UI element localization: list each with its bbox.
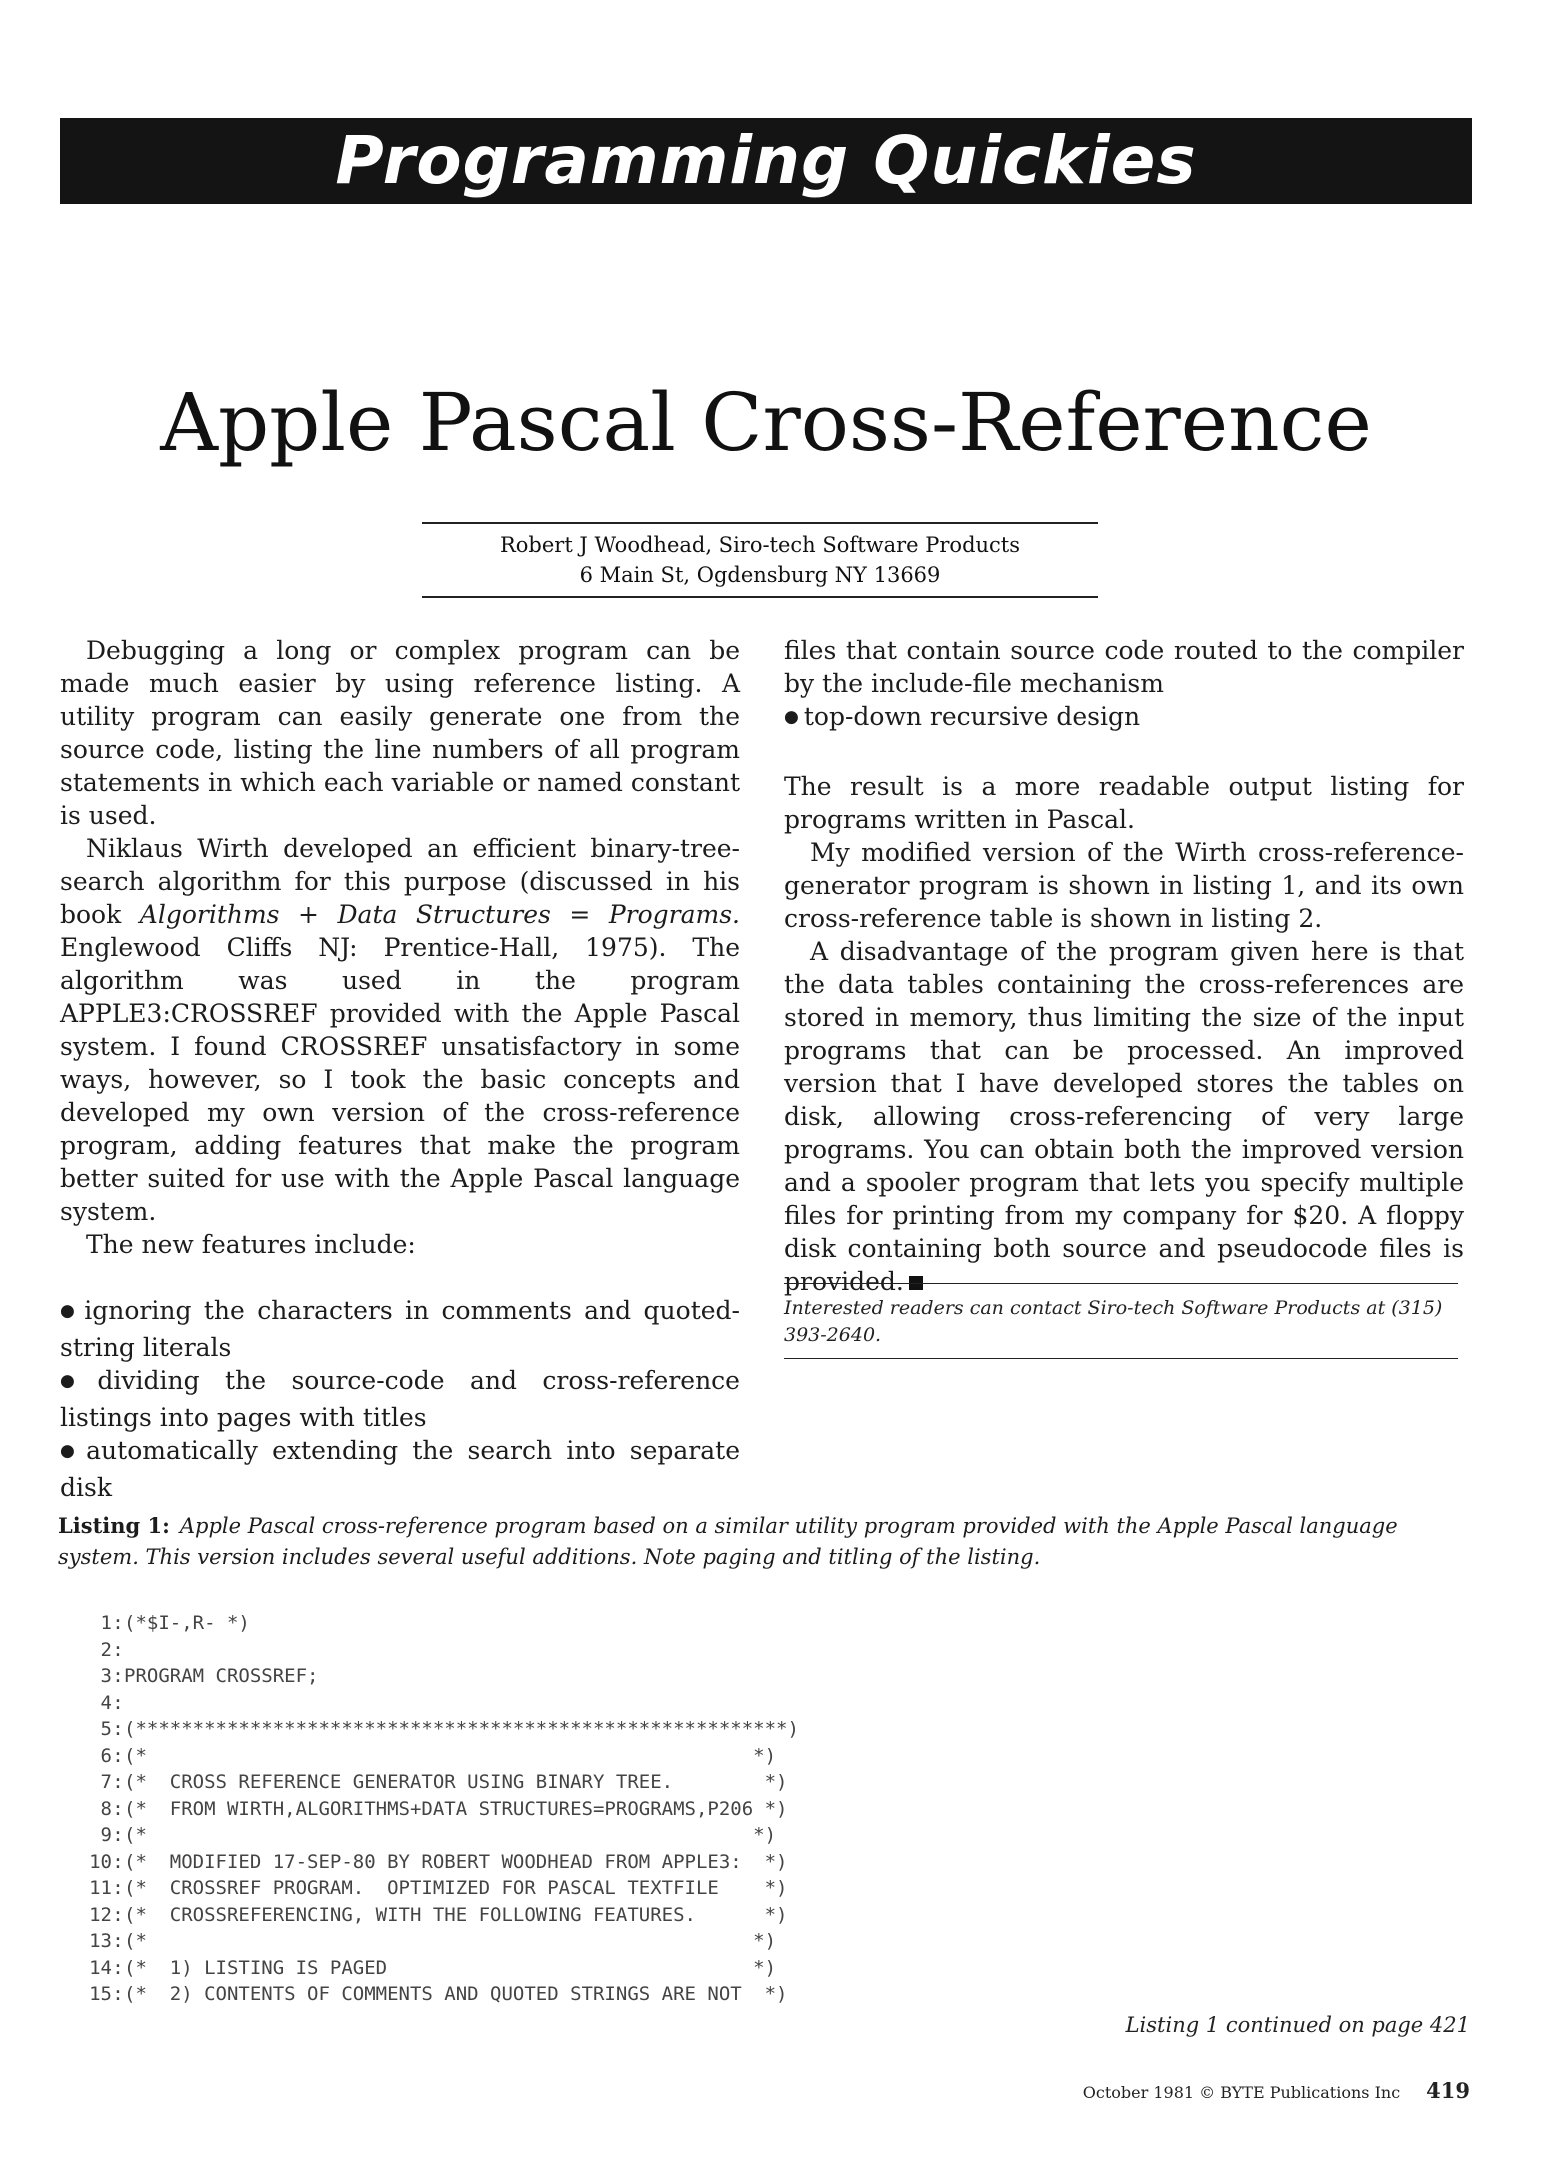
note-top-rule	[784, 1283, 1458, 1284]
code-line	[66, 1928, 926, 1955]
byline	[422, 530, 1098, 590]
code-line	[66, 1849, 926, 1876]
line-separator: :	[112, 1956, 124, 1979]
code-text: (* *)	[124, 1744, 777, 1767]
line-number: 4	[100, 1691, 112, 1714]
page-footer	[1083, 2078, 1470, 2103]
author-line: Robert J Woodhead, Siro-tech Software Products	[499, 533, 1021, 557]
line-number: 1	[100, 1612, 112, 1634]
right-column	[784, 634, 1464, 1298]
line-number: 3	[100, 1665, 112, 1687]
paragraph	[60, 832, 740, 1228]
code-line	[66, 1981, 926, 2008]
line-number: 7	[100, 1771, 112, 1793]
line-separator: :	[112, 1771, 124, 1793]
article-title: Apple Pascal Cross-Reference	[160, 376, 1372, 469]
listing-caption	[58, 1510, 1474, 1573]
code-line	[66, 1637, 926, 1664]
code-text: (* MODIFIED 17-SEP-80 BY ROBERT WOODHEAD FROM APPLE3: *)	[124, 1850, 788, 1873]
page-number: 419	[1426, 2078, 1470, 2103]
code-text: (* *)	[124, 1824, 777, 1846]
address-line: 6 Main St, Ogdensburg NY 13669	[579, 563, 941, 587]
line-separator: :	[112, 1612, 124, 1634]
code-line	[66, 1690, 926, 1717]
left-column	[60, 634, 740, 1504]
line-separator: :	[112, 1665, 124, 1687]
continued-note: Listing 1 continued on page 421	[1125, 2013, 1470, 2037]
code-text: (*********************************************************)	[124, 1718, 799, 1740]
line-separator: :	[112, 1983, 124, 2005]
line-number: 6	[100, 1744, 112, 1767]
line-separator: :	[112, 1824, 124, 1846]
code-line	[66, 1822, 926, 1849]
footer-text: October 1981 © BYTE Publications Inc	[1082, 2083, 1401, 2102]
paragraph-text: A disadvantage of the program given here is that the data tables containing the cross-references are stored in memory, thus limiting the size of the input programs that can be processed. An improved version that I have developed stores the tables on disk, allowing cross-referencing of very large programs. You can obtain both the improved version and a spooler program that lets you specify multiple files for printing from my company for $20. A floppy disk containing both source and pseudocode files is provided.	[784, 937, 1464, 1296]
book-title: Algorithms + Data Structures = Programs.	[139, 900, 740, 929]
line-separator: :	[112, 1877, 124, 1899]
line-number: 11	[89, 1877, 112, 1899]
code-text: (*$I-,R- *)	[124, 1612, 250, 1634]
code-line	[66, 1955, 926, 1982]
code-text: (* 1) LISTING IS PAGED *)	[124, 1956, 777, 1979]
code-listing	[66, 1610, 926, 2008]
line-separator: :	[112, 1638, 124, 1661]
code-text: (* FROM WIRTH,ALGORITHMS+DATA STRUCTURES=PROGRAMS,P206 *)	[124, 1797, 788, 1820]
feature-bullet: ● dividing the source-code and cross-reference listings into pages with titles	[60, 1364, 740, 1434]
line-separator: :	[112, 1691, 124, 1714]
paragraph: The new features include:	[86, 1230, 416, 1259]
line-number: 14	[89, 1956, 112, 1979]
code-line	[66, 1769, 926, 1796]
paragraph	[784, 935, 1464, 1298]
byline-top-rule	[422, 522, 1098, 524]
contact-note: Interested readers can contact Siro-tech Software Products at (315) 393-2640.	[784, 1297, 1443, 1346]
line-separator: :	[112, 1930, 124, 1952]
code-text: PROGRAM CROSSREF;	[124, 1665, 319, 1687]
line-separator: :	[112, 1744, 124, 1767]
line-number: 10	[89, 1850, 112, 1873]
line-separator: :	[112, 1718, 124, 1740]
paragraph: Debugging a long or complex program can be made much easier by using reference listing. A utility program can easily generate one from the source code, listing the line numbers of all program statements in which each variable or named constant is used.	[60, 636, 740, 830]
code-line	[66, 1716, 926, 1743]
line-number: 12	[89, 1903, 112, 1926]
section-banner: Programming Quickies	[60, 118, 1472, 204]
code-line	[66, 1610, 926, 1637]
code-text: (* CROSSREF PROGRAM. OPTIMIZED FOR PASCAL TEXTFILE *)	[124, 1877, 788, 1899]
line-separator: :	[112, 1850, 124, 1873]
line-number: 8	[100, 1797, 112, 1820]
paragraph: My modified version of the Wirth cross-reference-generator program is shown in listing 1, and its own cross-reference table is shown in listing 2.	[784, 838, 1464, 933]
note-bottom-rule	[784, 1358, 1458, 1359]
code-line	[66, 1663, 926, 1690]
paragraph-text: Englewood Cliffs NJ: Prentice-Hall, 1975). The algorithm was used in the program APPLE3:CROSSREF provided with the Apple Pascal system. I found CROSSREF unsatisfactory in some ways, however, so I took the basic concepts and developed my own version of the cross-reference program, adding features that make the program better suited for use with the Apple Pascal language system.	[60, 933, 740, 1226]
code-line	[66, 1796, 926, 1823]
line-number: 13	[89, 1930, 112, 1952]
feature-bullet: ● ignoring the characters in comments and quoted-string literals	[60, 1294, 740, 1364]
paragraph: files that contain source code routed to the compiler by the include-file mechanism	[784, 636, 1464, 698]
feature-bullet: ● top-down recursive design	[784, 700, 1464, 737]
code-line	[66, 1743, 926, 1770]
code-line	[66, 1875, 926, 1902]
caption-label: Listing 1:	[58, 1513, 170, 1538]
line-number: 5	[100, 1718, 112, 1740]
line-number: 2	[100, 1638, 112, 1661]
line-separator: :	[112, 1797, 124, 1820]
code-text: (* CROSS REFERENCE GENERATOR USING BINARY TREE. *)	[124, 1771, 788, 1793]
line-separator: :	[112, 1903, 124, 1926]
line-number: 15	[89, 1983, 112, 2005]
paragraph: The result is a more readable output listing for programs written in Pascal.	[784, 772, 1464, 834]
code-text: (* CROSSREFERENCING, WITH THE FOLLOWING FEATURES. *)	[124, 1903, 788, 1926]
paragraph-text: Niklaus Wirth developed an efficient binary-tree-search algorithm for this purpose (discussed in his book	[60, 834, 740, 929]
line-number: 9	[100, 1824, 112, 1846]
caption-text: Apple Pascal cross-reference program based on a similar utility program provided with the Apple Pascal language system. This version includes several useful additions. Note paging and titling of the listing.	[58, 1514, 1398, 1569]
feature-bullet: ● automatically extending the search into separate disk	[60, 1434, 740, 1504]
code-line	[66, 1902, 926, 1929]
code-text: (* *)	[124, 1930, 777, 1952]
spacer	[60, 1261, 740, 1294]
spacer	[784, 737, 1464, 770]
code-text: (* 2) CONTENTS OF COMMENTS AND QUOTED STRINGS ARE NOT *)	[124, 1983, 788, 2005]
byline-bottom-rule	[422, 596, 1098, 598]
